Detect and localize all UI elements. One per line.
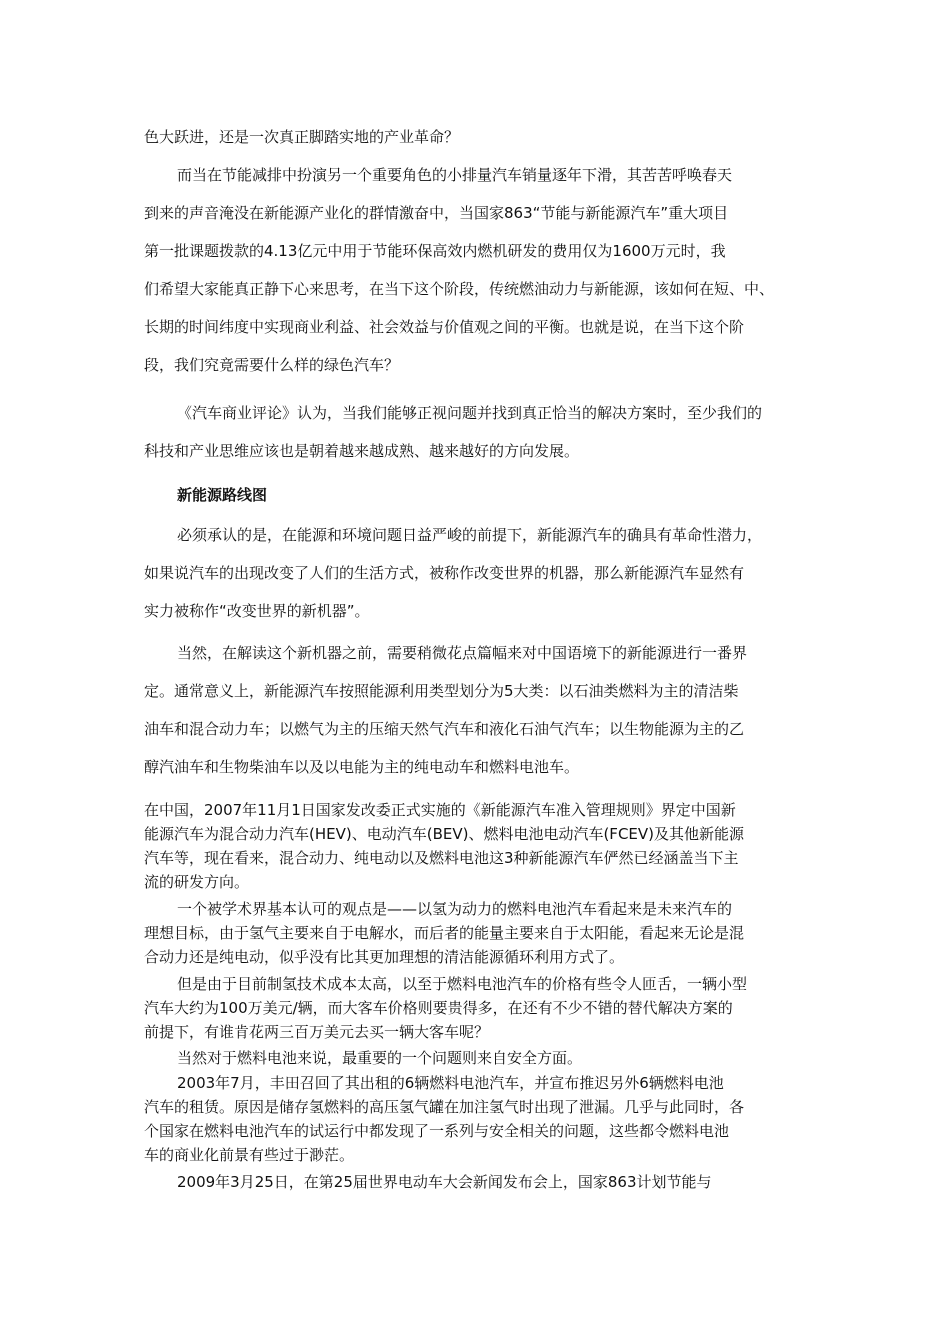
text-line: 油车和混合动力车；以燃气为主的压缩天然气汽车和液化石油气汽车；以生物能源为主的乙: [144, 720, 745, 738]
paragraph-4: [144, 516, 824, 630]
text-line: 个国家在燃料电池汽车的试运行中都发现了一系列与安全相关的问题，这些都令燃料电池: [144, 1122, 730, 1140]
text-line: 科技和产业思维应该也是朝着越来越成熟、越来越好的方向发展。: [144, 442, 580, 460]
heading-text: 新能源路线图: [177, 486, 268, 504]
text-line: 《汽车商业评论》认为，当我们能够正视问题并找到真正恰当的解决方案时，至少我们的: [177, 404, 763, 422]
text-line: 但是由于目前制氢技术成本太高，以至于燃料电池汽车的价格有些令人匝舌，一辆小型: [177, 975, 748, 993]
text-line: 当然，在解读这个新机器之前，需要稍微花点篇幅来对中国语境下的新能源进行一番界: [177, 644, 748, 662]
text-line: 当然对于燃料电池来说，最重要的一个问题则来自安全方面。: [177, 1049, 583, 1067]
text-line: 一个被学术界基本认可的观点是——以氢为动力的燃料电池汽车看起来是未来汽车的: [177, 900, 733, 918]
text-line: 们希望大家能真正静下心来思考，在当下这个阶段，传统燃油动力与新能源，该如何在短、中、: [144, 280, 775, 298]
text-line: 2003年7月，丰田召回了其出租的6辆燃料电池汽车，并宣布推迟另外6辆燃料电池: [177, 1074, 724, 1092]
paragraph-6: [144, 798, 824, 894]
text-line: 定。通常意义上，新能源汽车按照能源利用类型划分为5大类：以石油类燃料为主的清洁柴: [144, 682, 739, 700]
text-line: 汽车的租赁。原因是储存氢燃料的高压氢气罐在加注氢气时出现了泄漏。几乎与此同时，各: [144, 1098, 745, 1116]
text-line: 色大跃进，还是一次真正脚踏实地的产业革命？: [144, 128, 460, 146]
paragraph-1: [144, 118, 824, 156]
text-line: 第一批课题拨款的4.13亿元中用于节能环保高效内燃机研发的费用仅为1600万元时，我: [144, 242, 726, 260]
text-line: 段，我们究竟需要什么样的绿色汽车？: [144, 356, 400, 374]
paragraph-5: [144, 634, 824, 786]
text-line: 如果说汽车的出现改变了人们的生活方式，被称作改变世界的机器，那么新能源汽车显然有: [144, 564, 745, 582]
text-line: 能源汽车为混合动力汽车(HEV)、电动汽车(BEV)、燃料电池电动汽车(FCEV)及其他新能源: [144, 825, 745, 843]
text-line: 必须承认的是，在能源和环境问题日益严峻的前提下，新能源汽车的确具有革命性潜力，: [177, 526, 763, 544]
text-line: 合动力还是纯电动，似乎没有比其更加理想的清洁能源循环利用方式了。: [144, 948, 625, 966]
text-line: 车的商业化前景有些过于渺茫。: [144, 1146, 355, 1164]
text-line: 流的研发方向。: [144, 873, 250, 891]
text-line: 前提下，有谁肯花两三百万美元去买一辆大客车呢？: [144, 1023, 490, 1041]
text-line: 而当在节能减排中扮演另一个重要角色的小排量汽车销量逐年下滑，其苦苦呼唤春天: [177, 166, 733, 184]
paragraph-2: [144, 156, 824, 384]
text-line: 在中国，2007年11月1日国家发改委正式实施的《新能源汽车准入管理规则》界定中国新: [144, 801, 736, 819]
text-line: 到来的声音淹没在新能源产业化的群情激奋中，当国家863“节能与新能源汽车”重大项目: [144, 204, 729, 222]
text-line: 汽车大约为100万美元/辆，而大客车价格则要贵得多，在还有不少不错的替代解决方案的: [144, 999, 733, 1017]
paragraph-11: [144, 1170, 824, 1194]
text-line: 汽车等，现在看来，混合动力、纯电动以及燃料电池这3种新能源汽车俨然已经涵盖当下主: [144, 849, 739, 867]
paragraph-9: [144, 1046, 824, 1070]
paragraph-8: [144, 972, 824, 1044]
paragraph-3: [144, 394, 824, 470]
text-line: 实力被称作“改变世界的新机器”。: [144, 602, 370, 620]
text-line: 醇汽油车和生物柴油车以及以电能为主的纯电动车和燃料电池车。: [144, 758, 580, 776]
text-line: 长期的时间纬度中实现商业利益、社会效益与价值观之间的平衡。也就是说，在当下这个阶: [144, 318, 745, 336]
paragraph-10: [144, 1071, 824, 1167]
text-line: 理想目标，由于氢气主要来自于电解水，而后者的能量主要来自于太阳能，看起来无论是混: [144, 924, 745, 942]
text-line: 2009年3月25日，在第25届世界电动车大会新闻发布会上，国家863计划节能与: [177, 1173, 712, 1191]
paragraph-7: [144, 897, 824, 969]
section-heading: [144, 476, 824, 514]
